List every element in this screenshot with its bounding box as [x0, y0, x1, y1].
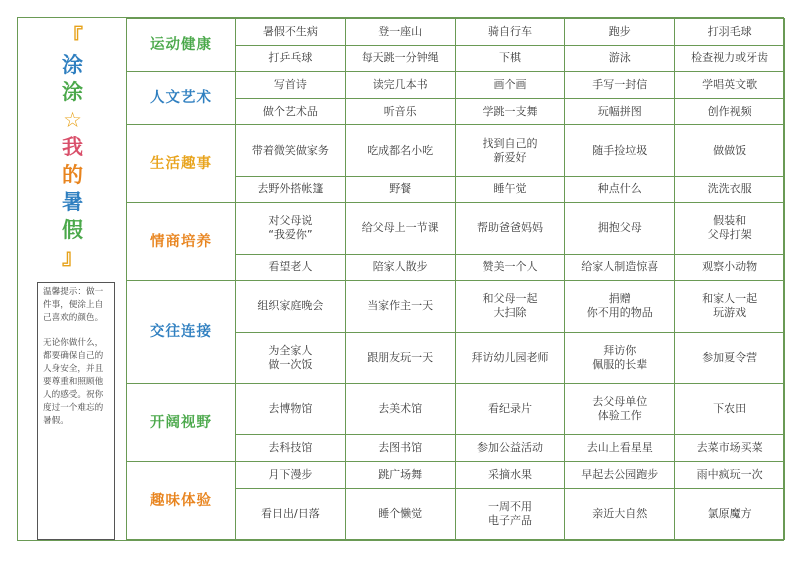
activity-cell[interactable]: 参加夏令营: [675, 332, 785, 383]
activity-row: [127, 72, 785, 99]
title-char: 的: [62, 162, 83, 187]
title-char: 『: [62, 25, 83, 49]
activity-cell[interactable]: 去图书馆: [345, 435, 455, 462]
activity-cell[interactable]: 月下漫步: [236, 462, 346, 489]
activity-cell[interactable]: 当家作主一天: [345, 281, 455, 332]
category-label: 趣味体验: [127, 462, 236, 540]
activity-row: [127, 203, 785, 254]
category-label: 开阔视野: [127, 384, 236, 462]
activity-cell[interactable]: 带着微笑做家务: [236, 125, 346, 176]
title-char: 暑: [62, 190, 83, 214]
title-char: 假: [62, 217, 83, 242]
activity-cell[interactable]: 做做饭: [675, 125, 785, 176]
activity-cell[interactable]: 雨中疯玩一次: [675, 462, 785, 489]
activity-cell[interactable]: 去父母单位 体验工作: [565, 384, 675, 435]
activity-cell[interactable]: 对父母说 “我爱你”: [236, 203, 346, 254]
activity-cell[interactable]: 检查视力或牙齿: [675, 45, 785, 72]
activity-row: [127, 384, 785, 435]
category-label: 人文艺术: [127, 72, 236, 125]
activity-cell[interactable]: 找到自己的 新爱好: [455, 125, 565, 176]
activity-cell[interactable]: 去山上看星星: [565, 435, 675, 462]
tip-paragraph-1: 温馨提示：做一件事，便涂上自己喜欢的颜色。: [43, 287, 104, 323]
activity-cell[interactable]: 参加公益活动: [455, 435, 565, 462]
activity-cell[interactable]: 赞美一个人: [455, 254, 565, 281]
side-panel: [18, 18, 127, 540]
activity-cell[interactable]: 跑步: [565, 19, 675, 46]
activity-cell[interactable]: 听音乐: [345, 98, 455, 125]
activity-cell[interactable]: 去野外搭帐篷: [236, 176, 346, 203]
activity-cell[interactable]: 去美术馆: [345, 384, 455, 435]
activity-cell[interactable]: 游泳: [565, 45, 675, 72]
title-char: 』: [62, 245, 83, 269]
activity-cell[interactable]: 看纪录片: [455, 384, 565, 435]
activity-cell[interactable]: 假装和 父母打架: [675, 203, 785, 254]
activity-cell[interactable]: 洗洗衣服: [675, 176, 785, 203]
category-label: 交往连接: [127, 281, 236, 384]
activity-cell[interactable]: 下农田: [675, 384, 785, 435]
activity-cell[interactable]: 和家人一起 玩游戏: [675, 281, 785, 332]
activity-cell[interactable]: 画个画: [455, 72, 565, 99]
activity-cell[interactable]: 暑假不生病: [236, 19, 346, 46]
activity-grid: [126, 18, 785, 540]
activity-cell[interactable]: 给父母上一节课: [345, 203, 455, 254]
activity-cell[interactable]: 登一座山: [345, 19, 455, 46]
warm-tip-box: [37, 282, 115, 540]
activity-cell[interactable]: 去菜市场买菜: [675, 435, 785, 462]
activity-cell[interactable]: 玩幅拼图: [565, 98, 675, 125]
activity-cell[interactable]: 亲近大自然: [565, 488, 675, 539]
activity-cell[interactable]: 睡个懒觉: [345, 488, 455, 539]
activity-cell[interactable]: 看日出/日落: [236, 488, 346, 539]
activity-cell[interactable]: 去科技馆: [236, 435, 346, 462]
activity-cell[interactable]: 拜访幼儿园老师: [455, 332, 565, 383]
activity-cell[interactable]: 给家人制造惊喜: [565, 254, 675, 281]
activity-cell[interactable]: 读完几本书: [345, 72, 455, 99]
activity-cell[interactable]: 看望老人: [236, 254, 346, 281]
category-label: 生活趣事: [127, 125, 236, 203]
activity-cell[interactable]: 跟朋友玩一天: [345, 332, 455, 383]
activity-cell[interactable]: 一周不用 电子产品: [455, 488, 565, 539]
activity-cell[interactable]: 随手捡垃圾: [565, 125, 675, 176]
activity-cell[interactable]: 学唱英文歌: [675, 72, 785, 99]
activity-cell[interactable]: 下棋: [455, 45, 565, 72]
activity-cell[interactable]: 捐赠 你不用的物品: [565, 281, 675, 332]
activity-cell[interactable]: 写首诗: [236, 72, 346, 99]
activity-cell[interactable]: 采摘水果: [455, 462, 565, 489]
activity-row: [127, 125, 785, 176]
activity-row: [127, 462, 785, 489]
activity-row: [127, 19, 785, 46]
title-char: 涂: [62, 80, 83, 104]
title-char: 涂: [62, 52, 83, 77]
activity-cell[interactable]: 观察小动物: [675, 254, 785, 281]
activity-cell[interactable]: 氯原魔方: [675, 488, 785, 539]
activity-cell[interactable]: 跳广场舞: [345, 462, 455, 489]
activity-cell[interactable]: 做个艺术品: [236, 98, 346, 125]
tip-paragraph-2: 无论你做什么，都要确保自己的人身安全，并且要尊重和照顾他人的感受。祝你度过一个难忘的暑假。: [43, 338, 104, 426]
activity-cell[interactable]: 去博物馆: [236, 384, 346, 435]
activity-cell[interactable]: 为全家人 做一次饭: [236, 332, 346, 383]
activity-cell[interactable]: 每天跳一分钟绳: [345, 45, 455, 72]
activity-cell[interactable]: 组织家庭晚会: [236, 281, 346, 332]
summer-plan-sheet: [17, 17, 784, 541]
activity-cell[interactable]: 吃成都名小吃: [345, 125, 455, 176]
activity-cell[interactable]: 陪家人散步: [345, 254, 455, 281]
activity-cell[interactable]: 野餐: [345, 176, 455, 203]
activity-cell[interactable]: 打羽毛球: [675, 19, 785, 46]
sheet-title: [18, 24, 127, 282]
title-char: 我: [62, 135, 83, 159]
activity-cell[interactable]: 创作视频: [675, 98, 785, 125]
title-char: ☆: [63, 107, 82, 132]
category-label: 运动健康: [127, 19, 236, 72]
activity-cell[interactable]: 手写一封信: [565, 72, 675, 99]
activity-row: [127, 281, 785, 332]
category-label: 情商培养: [127, 203, 236, 281]
activity-cell[interactable]: 拥抱父母: [565, 203, 675, 254]
activity-cell[interactable]: 帮助爸爸妈妈: [455, 203, 565, 254]
activity-cell[interactable]: 拜访你 佩服的长辈: [565, 332, 675, 383]
activity-cell[interactable]: 骑自行车: [455, 19, 565, 46]
activity-cell[interactable]: 种点什么: [565, 176, 675, 203]
activity-cell[interactable]: 学跳一支舞: [455, 98, 565, 125]
activity-cell[interactable]: 和父母一起 大扫除: [455, 281, 565, 332]
activity-cell[interactable]: 打乒乓球: [236, 45, 346, 72]
activity-cell[interactable]: 睡午觉: [455, 176, 565, 203]
activity-cell[interactable]: 早起去公园跑步: [565, 462, 675, 489]
